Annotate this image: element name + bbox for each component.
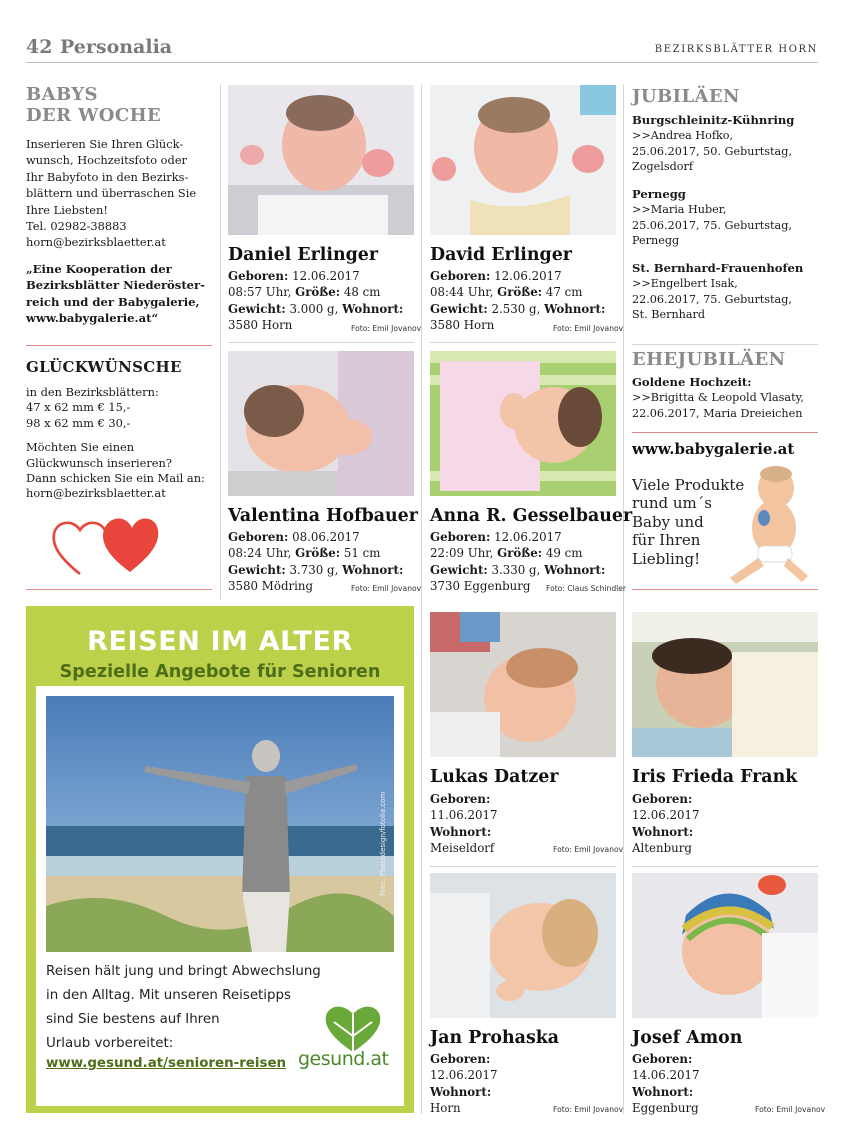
ad-photo-credit: Foto: Photodesign/fotolia.com — [379, 791, 387, 896]
ad-link[interactable]: www.gesund.at/senioren-reisen — [46, 1056, 287, 1071]
photo-credit: Foto: Emil Jovanov — [351, 324, 422, 333]
baby-name: David Erlinger — [430, 245, 572, 265]
babygalerie-url[interactable]: www.babygalerie.at — [632, 440, 795, 458]
baby-photo-david — [430, 85, 616, 235]
baby-details: Geboren: 08.06.2017 08:24 Uhr, Größe: 51 cm Gewicht: 3.730 g, Wohnort: 3580 Mödring — [228, 530, 404, 593]
baby-product-image — [718, 466, 816, 586]
baby-details: Geboren: 12.06.2017 08:57 Uhr, Größe: 48 cm Gewicht: 3.000 g, Wohnort: 3580 Horn — [228, 269, 404, 332]
section-rule — [632, 432, 818, 433]
babys-der-woche-block — [26, 84, 212, 326]
baby-photo-daniel — [228, 85, 414, 235]
ad-content — [36, 686, 404, 1106]
baby-name: Iris Frieda Frank — [632, 767, 798, 787]
baby-photo-anna — [430, 351, 616, 496]
baby-photo-valentina — [228, 351, 414, 496]
ad-subtitle: Spezielle Angebote für Senioren — [59, 662, 381, 682]
jubilee-entry: Burgschleinitz-Kühnring >>Andrea Hofko, 25.06.2017, 50. Geburtstag, Zogelsdorf — [632, 113, 795, 174]
baby-details: Geboren: 14.06.2017 Wohnort: Eggenburg — [632, 1052, 700, 1115]
baby-name: Jan Prohaska — [430, 1028, 560, 1048]
baby-name: Valentina Hofbauer — [228, 506, 418, 526]
jubilaeen-title: JUBILÄEN — [632, 86, 740, 107]
photo-credit: Foto: Emil Jovanov — [351, 584, 422, 593]
row-divider — [430, 342, 616, 343]
baby-details: Geboren: 11.06.2017 Wohnort: Meiseldorf — [430, 792, 498, 855]
glueckwuensche-block — [26, 358, 212, 502]
row-divider — [632, 866, 818, 867]
baby-name: Daniel Erlinger — [228, 245, 378, 265]
section-title: Personalia — [60, 36, 173, 58]
baby-photo-iris — [632, 612, 818, 757]
babys-title-1: BABYS — [26, 84, 98, 105]
reisen-im-alter-ad — [26, 606, 414, 1113]
ehejubilaeen-title: EHEJUBILÄEN — [632, 349, 786, 370]
ehe-line: 22.06.2017, Maria Dreieichen — [632, 406, 803, 420]
section-rule — [26, 345, 212, 346]
mail-request-text: Möchten Sie einen Glückwunsch inserieren? Dann schicken Sie ein Mail an: horn@bezirksblaetter.at — [26, 440, 205, 501]
photo-credit: Foto: Emil Jovanov — [553, 324, 624, 333]
babys-title-2: DER WOCHE — [26, 105, 162, 126]
jubilaeen-block — [632, 86, 818, 323]
gesund-logo-text: gesund.at — [298, 1048, 389, 1070]
photo-credit: Foto: Emil Jovanov — [553, 845, 624, 854]
pricing-text: in den Bezirksblättern: 47 x 62 mm € 15,- 98 x 62 mm € 30,- — [26, 385, 159, 430]
column-divider — [220, 84, 221, 600]
photo-credit: Foto: Claus Schindler — [546, 584, 627, 593]
column-divider — [421, 84, 422, 1114]
ad-text: Reisen hält jung und bringt Abwechslung in den Alltag. Mit unseren Reisetipps sind Sie bestens auf Ihren Urlaub vorbereitet: — [46, 964, 321, 1051]
baby-name: Anna R. Gesselbauer — [430, 506, 633, 526]
gesund-heart-logo-icon — [322, 1002, 384, 1054]
jubilee-entry: St. Bernhard-Frauenhofen >>Engelbert Isak, 22.06.2017, 75. Geburtstag, St. Bernhard — [632, 260, 804, 322]
babygalerie-slogan: Viele Produkte rund um´s Baby und für Ihren Liebling! — [632, 476, 745, 568]
row-divider — [430, 866, 616, 867]
row-divider — [228, 342, 414, 343]
ehejubilaeen-block — [632, 349, 818, 421]
section-rule — [632, 589, 818, 590]
header-rule — [26, 62, 818, 63]
baby-details: Geboren: 12.06.2017 Wohnort: Horn — [430, 1052, 498, 1115]
baby-name: Josef Amon — [632, 1028, 743, 1048]
section-rule — [26, 589, 212, 590]
ehe-line: >>Brigitta & Leopold Vlasaty, — [632, 391, 804, 405]
column-divider — [623, 84, 624, 1114]
section-rule — [632, 344, 818, 345]
double-heart-icon — [50, 512, 162, 578]
baby-details: Geboren: 12.06.2017 22:09 Uhr, Größe: 49 cm Gewicht: 3.330 g, Wohnort: 3730 Eggenburg — [430, 530, 606, 593]
intro-text: Inserieren Sie Ihren Glück- wunsch, Hochzeitsfoto oder Ihr Babyfoto in den Bezirks- blättern und überraschen Sie Ihre Liebsten! Tel. 02982-38883 horn@bezirksblaetter.at — [26, 137, 197, 250]
cooperation-text: „Eine Kooperation der Bezirksblätter Niederöster- reich und der Babygalerie, www.babygalerie.at“ — [26, 261, 205, 326]
baby-photo-jan — [430, 873, 616, 1018]
baby-details: Geboren: 12.06.2017 08:44 Uhr, Größe: 47 cm Gewicht: 2.530 g, Wohnort: 3580 Horn — [430, 269, 606, 332]
glueckwuensche-title: GLÜCKWÜNSCHE — [26, 358, 182, 376]
ehe-place: Goldene Hochzeit: — [632, 375, 752, 389]
baby-photo-lukas — [430, 612, 616, 757]
baby-details: Geboren: 12.06.2017 Wohnort: Altenburg — [632, 792, 700, 855]
photo-credit: Foto: Emil Jovanov — [755, 1105, 826, 1114]
photo-credit: Foto: Emil Jovanov — [553, 1105, 624, 1114]
jubilee-entry: Pernegg >>Maria Huber, 25.06.2017, 75. Geburtstag, Pernegg — [632, 186, 792, 248]
baby-photo-josef — [632, 873, 818, 1018]
baby-name: Lukas Datzer — [430, 767, 559, 787]
page-number: 42 — [26, 36, 53, 58]
publication-name: BEZIRKSBLÄTTER HORN — [654, 44, 818, 55]
ad-photo — [46, 696, 394, 952]
ad-title: REISEN IM ALTER — [87, 626, 353, 657]
